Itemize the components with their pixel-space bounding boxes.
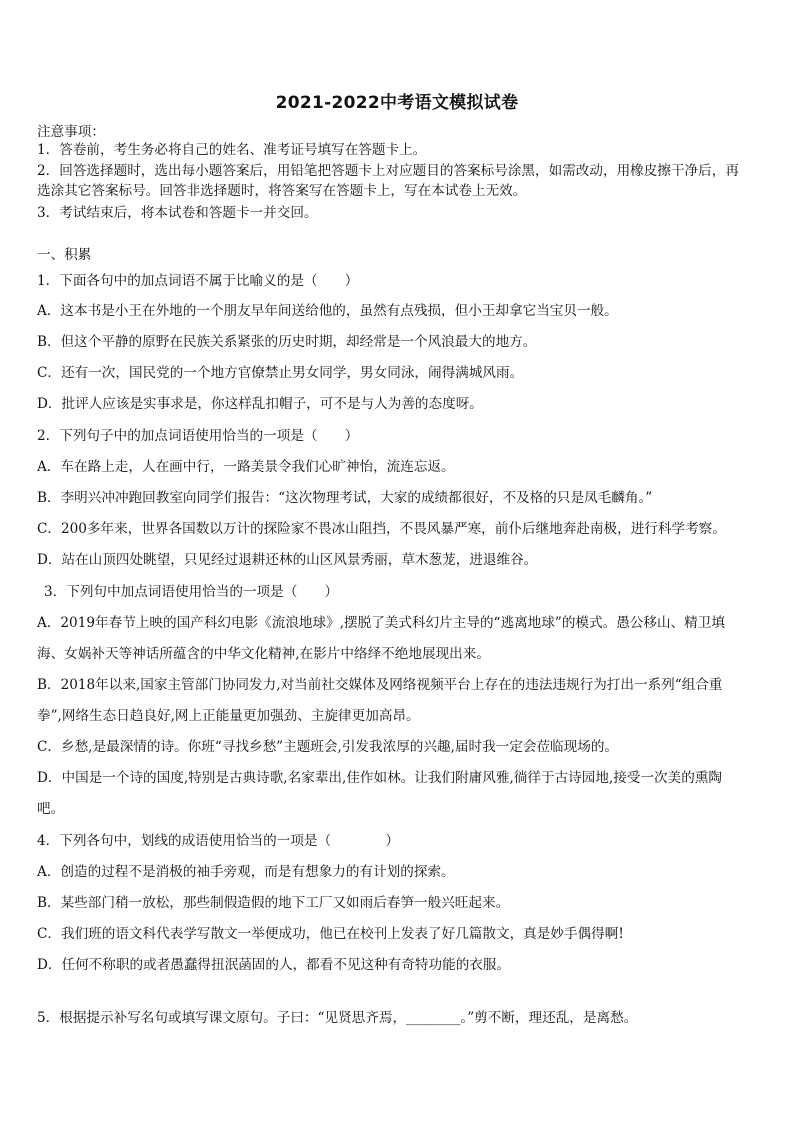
question-option: A．2019年春节上映的国产科幻电影《流浪地球》,摆脱了美式科幻片主导的“逃离地球”的模式。愚公移山、精卫填 xyxy=(37,615,725,631)
page-title: 2021-2022中考语文模拟试卷 xyxy=(275,93,519,113)
question-option: D．中国是一个诗的国度,特别是古典诗歌,名家辈出,佳作如林。让我们附庸风雅,徜徉于古诗园地,接受一次美的熏陶 xyxy=(37,770,723,786)
question-option: B．但这个平静的原野在民族关系紧张的历史时期，却经常是一个风浪最大的地方。 xyxy=(37,334,537,350)
question-option: B．某些部门稍一放松，那些制假造假的地下工厂又如雨后春笋一般兴旺起来。 xyxy=(37,895,510,911)
notice-item: 3．考试结束后，将本试卷和答题卡一并交回。 xyxy=(37,205,318,221)
question-option: D．批评人应该是实事求是，你这样乱扣帽子，可不是与人为善的态度呀。 xyxy=(37,396,483,412)
notice-item: 1．答卷前，考生务必将自己的姓名、准考证号填写在答题卡上。 xyxy=(37,142,427,158)
question-option: D．站在山顶四处眺望，只见经过退耕还林的山区风景秀丽，草木葱茏，进退维谷。 xyxy=(37,552,538,568)
question-stem: 5．根据提示补写名句或填写课文原句。子曰：“见贤思齐焉，________。”剪不断，理还乱，是离愁。 xyxy=(37,1010,638,1026)
question-option-continued: 吧。 xyxy=(37,801,65,817)
question-option: A．这本书是小王在外地的一个朋友早年间送给他的，虽然有点残损，但小王却拿它当宝贝一般。 xyxy=(37,303,618,319)
notice-heading: 注意事项： xyxy=(37,124,105,140)
question-option: A．车在路上走，人在画中行，一路美景令我们心旷神怡，流连忘返。 xyxy=(37,459,455,475)
question-option: C．乡愁,是最深情的诗。你班“寻找乡愁”主题班会,引发我浓厚的兴趣,届时我一定会莅临现场的。 xyxy=(37,739,619,755)
question-stem: 4．下列各句中，划线的成语使用恰当的一项是（ ） xyxy=(37,833,400,849)
question-option: B．2018年以来,国家主管部门协同发力,对当前社交媒体及网络视频平台上存在的违法违规行为打出一系列“组合重 xyxy=(37,677,723,693)
section-heading: 一、积累 xyxy=(37,247,92,263)
notice-item: 选涂其它答案标号。回答非选择题时，将答案写在答题卡上，写在本试卷上无效。 xyxy=(37,183,527,199)
question-option: C．200多年来，世界各国数以万计的探险家不畏冰山阻挡，不畏风暴严寒，前仆后继地奔赴南极，进行科学考察。 xyxy=(37,521,726,537)
question-option: A．创造的过程不是消极的袖手旁观，而是有想象力的有计划的探索。 xyxy=(37,864,455,880)
question-option-continued: 海、女娲补天等神话所蕴含的中华文化精神,在影片中络绎不绝地展现出来。 xyxy=(37,646,490,662)
question-option: C．还有一次，国民党的一个地方官僚禁止男女同学，男女同泳，闹得满城风雨。 xyxy=(37,365,524,381)
question-option: C．我们班的语文科代表学写散文一举便成功，他已在校刊上发表了好几篇散文，真是妙手偶得啊! xyxy=(37,926,624,942)
question-option: D．任何不称职的或者愚蠢得扭泯菡固的人，都看不见这种有奇特功能的衣服。 xyxy=(37,957,511,973)
question-stem: 2．下列句子中的加点词语使用恰当的一项是（ ） xyxy=(37,428,359,444)
question-stem: 1．下面各句中的加点词语不属于比喻义的是（ ） xyxy=(37,273,359,289)
question-option-continued: 拳”,网络生态日趋良好,网上正能量更加强劲、主旋律更加高昂。 xyxy=(37,708,420,724)
notice-item: 2．回答选择题时，选出每小题答案后，用铅笔把答题卡上对应题目的答案标号涂黑，如需改动，用橡皮擦干净后，再 xyxy=(37,163,739,179)
question-stem: 3．下列句中加点词语使用恰当的一项是（ ） xyxy=(44,584,339,600)
question-option: B．李明兴冲冲跑回教室向同学们报告：“这次物理考试，大家的成绩都很好，不及格的只是凤毛麟角。” xyxy=(37,490,653,506)
